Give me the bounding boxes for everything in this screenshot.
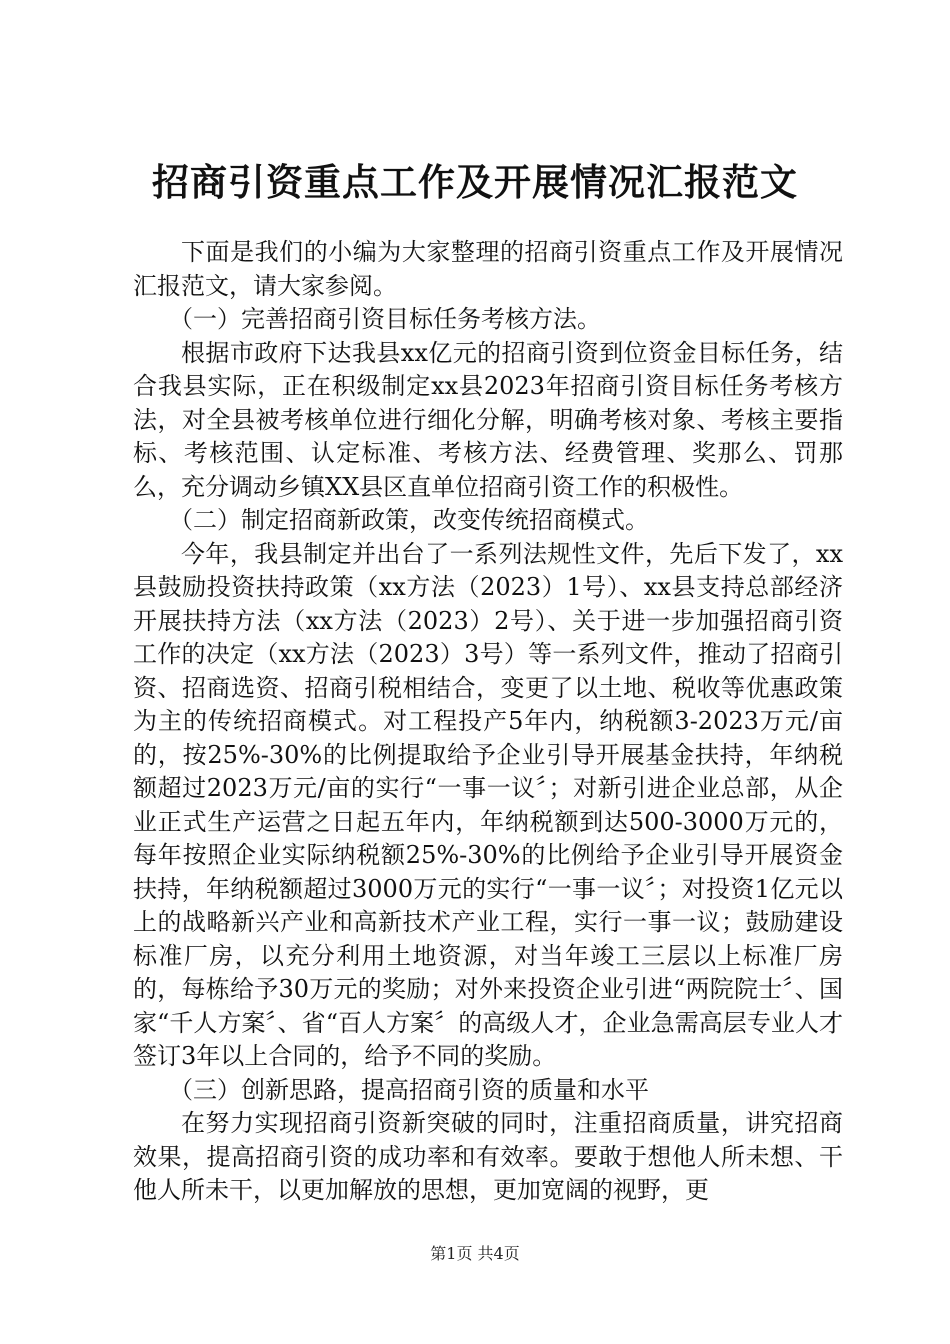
section-1-paragraph: 根据市政府下达我县xx亿元的招商引资到位资金目标任务，结合我县实际，正在积级制定xx县2023年招商引资目标任务考核方法，对全县被考核单位进行细化分解，明确考核对象、考核主要指标、考核范围、认定标准、考核方法、经费管理、奖那么、罚那么，充分调动乡镇XX县区直单位招商引资工作的积极性。 xyxy=(133,338,843,501)
section-2-paragraph: 今年，我县制定并出台了一系列法规性文件，先后下发了，xx县鼓励投资扶持政策（xx方法（2023）1号）、xx县支持总部经济开展扶持方法（xx方法（2023）2号）、关于进一步加强招商引资工作的决定（xx方法（2023）3号）等一系列文件，推动了招商引资、招商选资、招商引税相结合，变更了以土地、税收等优惠政策为主的传统招商模式。对工程投产5年内，纳税额3-2023万元/亩的，按25%-30%的比例提取给予企业引导开展基金扶持，年纳税额超过2023万元/亩的实行“一事一议〞；对新引进企业总部，从企业正式生产运营之日起五年内，年纳税额到达500-3000万元的，每年按照企业实际纳税额25%-30%的比例给予企业引导开展资金扶持，年纳税额超过3000万元的实行“一事一议〞；对投资1亿元以上的战略新兴产业和高新技术产业工程，实行一事一议；鼓励建设标准厂房，以充分利用土地资源，对当年竣工三层以上标准厂房的，每栋给予30万元的奖励；对外来投资企业引进“两院院士〞、国家“千人方案〞、省“百人方案〞的高级人才，企业急需高层专业人才签订3年以上合同的，给予不同的奖励。 xyxy=(133,539,843,1070)
section-1-heading: （一）完善招商引资目标任务考核方法。 xyxy=(169,305,601,333)
document-body xyxy=(133,236,843,1208)
intro-paragraph: 下面是我们的小编为大家整理的招商引资重点工作及开展情况汇报范文，请大家参阅。 xyxy=(133,238,843,300)
document-title: 招商引资重点工作及开展情况汇报范文 xyxy=(152,160,798,204)
section-3-paragraph: 在努力实现招商引资新突破的同时，注重招商质量，讲究招商效果，提高招商引资的成功率和有效率。要敢于想他人所未想、干他人所未干，以更加解放的思想，更加宽阔的视野，更 xyxy=(133,1109,843,1204)
section-3-heading: （三）创新思路，提高招商引资的质量和水平 xyxy=(169,1075,649,1104)
section-2-heading: （二）制定招商新政策，改变传统招商模式。 xyxy=(169,506,649,534)
page-number-footer: 第1页 共4页 xyxy=(430,1244,520,1263)
